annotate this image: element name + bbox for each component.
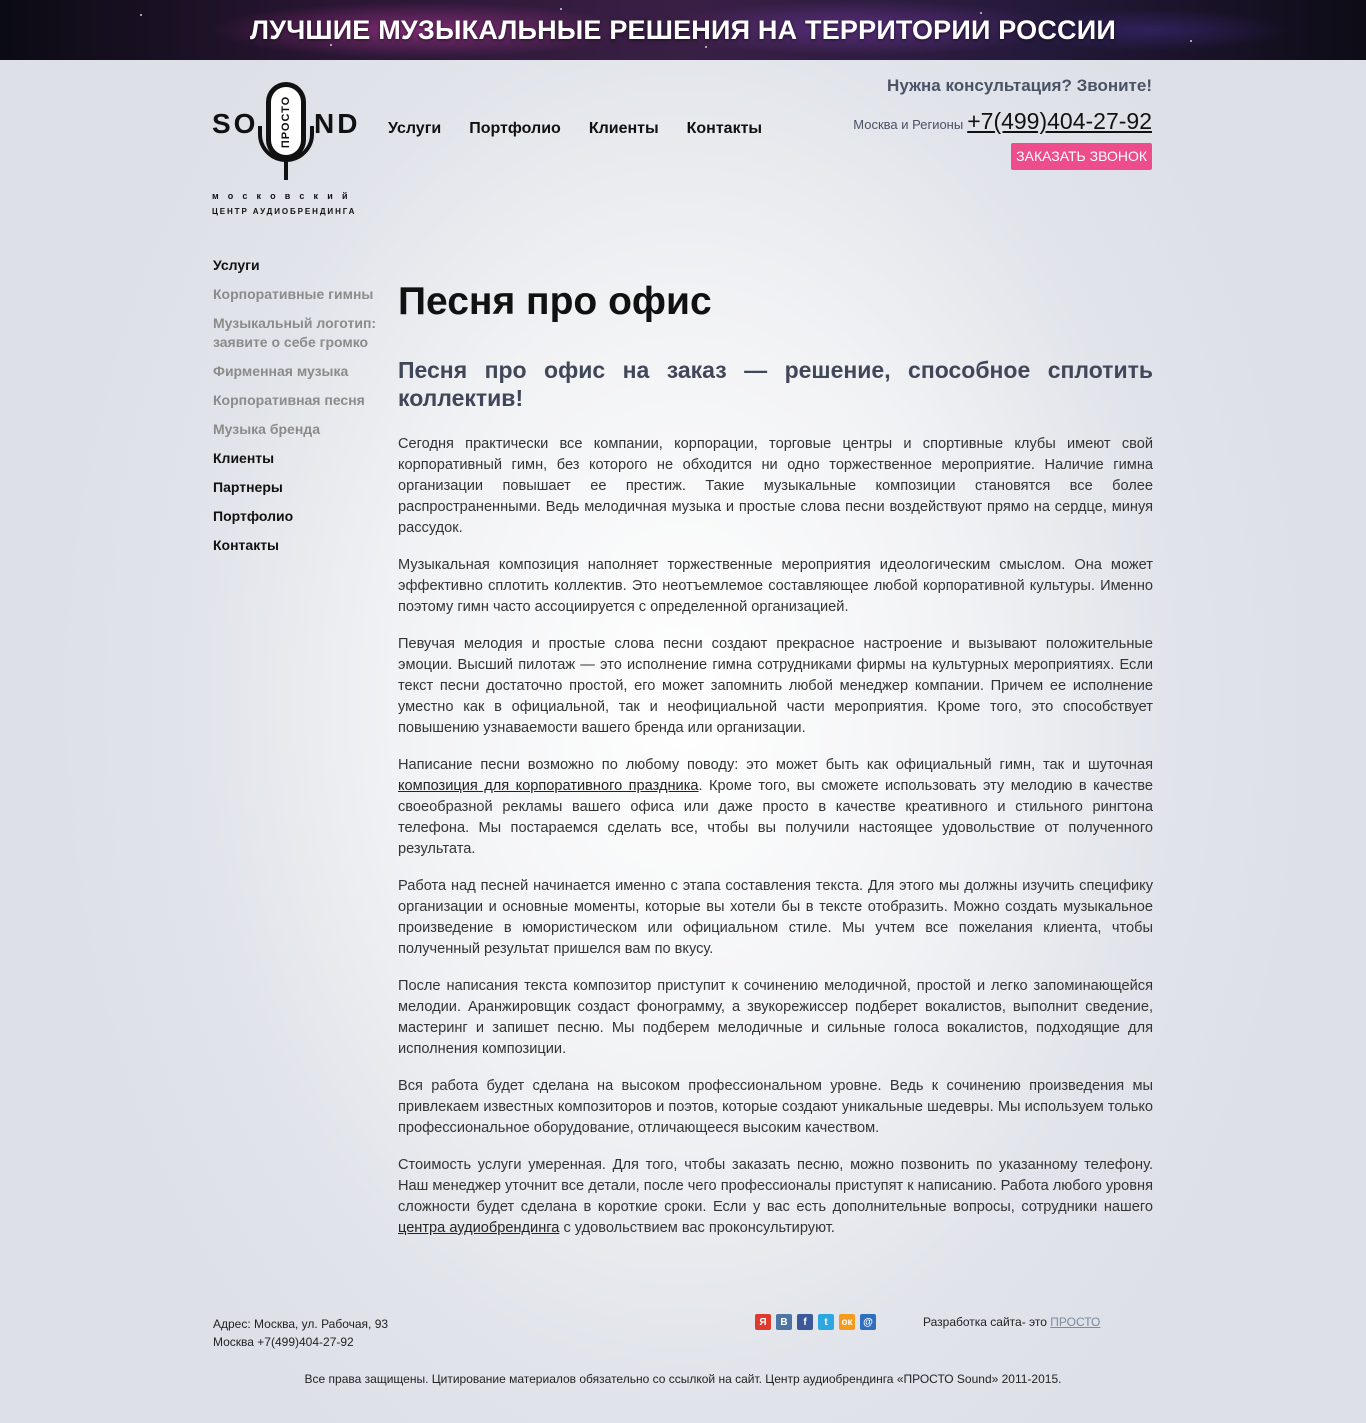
paragraph-6: После написания текста композитор приступит к сочинению мелодичной, простой и легко запоминающейся мелодии. Аранжировщик создаст фонограмму, а звукорежиссер подберет вокалистов, выполнит сведение, мастеринг и запишет песню. Мы подберем мелодичные и сильные голоса вокалистов, подходящие для исполнения композиции. bbox=[398, 978, 1153, 1057]
paragraph-5: Работа над песней начинается именно с этапа составления текста. Для этого мы должны изучить специфику организации и основные моменты, которые вы хотели бы в тексте отобразить. Можно создать музыкальное произведение в юмористическом или официальном стиле. Мы учтем все пожелания клиента, чтобы полученный результат пришелся вам по вкусу. bbox=[398, 878, 1153, 957]
paragraph-3: Певучая мелодия и простые слова песни создают прекрасное настроение и вызывают положительные эмоции. Высший пилотаж — это исполнение гимна сотрудниками фирмы на культурных мероприятиях. Если текст песни достаточно простой, его может запомнить любой менеджер компании. Причем ее исполнение уместно как в официальной, так и неофициальной части мероприятия. Кроме того, это способствует повышению узнаваемости вашего бренда или организации. bbox=[398, 636, 1153, 736]
paragraph-8 bbox=[398, 1155, 1153, 1239]
sidebar-item-corporate-anthems[interactable]: Корпоративные гимны bbox=[213, 286, 374, 302]
consult-heading: Нужна консультация? Звоните! bbox=[887, 76, 1152, 95]
logo-subtitle-1: московский bbox=[212, 191, 357, 201]
banner-title: ЛУЧШИЕ МУЗЫКАЛЬНЫЕ РЕШЕНИЯ НА ТЕРРИТОРИИ РОССИИ bbox=[250, 14, 1116, 45]
page-title: Песня про офис bbox=[398, 280, 712, 323]
developer-credit bbox=[923, 1315, 1100, 1329]
sidebar-menu bbox=[213, 256, 383, 565]
paragraph-4-text-start: Написание песни возможно по любому поводу: это может быть как официальный гимн, так и шуточная bbox=[398, 757, 1153, 773]
sidebar-item-clients[interactable]: Клиенты bbox=[213, 450, 275, 466]
article-subtitle: Песня про офис на заказ — решение, способное сплотить коллектив! bbox=[398, 357, 1153, 411]
logo-subtitle-2: ЦЕНТР АУДИОБРЕНДИНГА bbox=[212, 207, 357, 216]
address-line: Адрес: Москва, ул. Рабочая, 93 bbox=[213, 1317, 389, 1331]
sidebar-item-services[interactable]: Услуги bbox=[213, 257, 260, 273]
logo-word-right: ND bbox=[314, 108, 361, 139]
footer-address bbox=[213, 1315, 388, 1351]
article bbox=[398, 278, 1153, 1239]
audiobranding-center-link[interactable]: центра аудиобрендинга bbox=[398, 1220, 560, 1236]
topnav-services[interactable]: Услуги bbox=[388, 120, 442, 137]
logo-word-left: SO bbox=[212, 108, 259, 139]
sidebar-item-contacts[interactable]: Контакты bbox=[213, 537, 280, 553]
paragraph-8-text-end: с удовольствием вас проконсультируют. bbox=[559, 1220, 835, 1236]
developer-credit-text: Разработка сайта- это bbox=[923, 1315, 1051, 1329]
paragraph-4-text-end: . Кроме того, вы сможете использовать эту мелодию в качестве своеобразной рекламы вашего офиса или даже просто в качестве креативного и стильного рингтона телефона. Мы постараемся сделать все, чтобы вы получили настоящее удовольствие от полученного результата. bbox=[398, 778, 1153, 857]
paragraph-2: Музыкальная композиция наполняет торжественные мероприятия идеологическим смыслом. Она может эффективно сплотить коллектив. Это неотъемлемое составляющее любой корпоративной культуры. Именно поэтому гимн часто ассоциируется с определенной организацией. bbox=[398, 557, 1153, 615]
footer-phone-line: Москва +7(499)404-27-92 bbox=[213, 1335, 354, 1349]
order-call-button[interactable]: ЗАКАЗАТЬ ЗВОНОК bbox=[1011, 143, 1152, 170]
mail-icon[interactable]: @ bbox=[860, 1314, 876, 1330]
top-banner bbox=[0, 0, 1366, 60]
top-navigation bbox=[388, 120, 762, 138]
topnav-contacts[interactable]: Контакты bbox=[686, 120, 763, 137]
odnoklassniki-icon[interactable]: ок bbox=[839, 1314, 855, 1330]
sidebar-item-corporate-song[interactable]: Корпоративная песня bbox=[213, 392, 365, 408]
sidebar-item-brand-sound[interactable]: Музыка бренда bbox=[213, 421, 320, 437]
corporate-party-song-link[interactable]: композиция для корпоративного праздника bbox=[398, 778, 699, 794]
topnav-portfolio[interactable]: Портфолио bbox=[469, 120, 561, 137]
paragraph-7: Вся работа будет сделана на высоком профессиональном уровне. Ведь к сочинению произведения мы привлекаем известных композиторов и поэтов, которые создают уникальные шедевры. Мы используем только профессиональное оборудование, отличающееся высоким качеством. bbox=[398, 1078, 1153, 1136]
logo-mic-text: ПРОСТО bbox=[279, 95, 292, 149]
phone-link[interactable]: +7(499)404-27-92 bbox=[967, 108, 1152, 134]
twitter-icon[interactable]: t bbox=[818, 1314, 834, 1330]
yandex-icon[interactable]: Я bbox=[755, 1314, 771, 1330]
microphone-icon bbox=[258, 80, 314, 182]
developer-link[interactable]: ПРОСТО bbox=[1050, 1315, 1101, 1329]
phone-line bbox=[853, 108, 1152, 135]
sidebar-item-portfolio[interactable]: Портфолио bbox=[213, 508, 294, 524]
sidebar-item-brand-music[interactable]: Фирменная музыка bbox=[213, 363, 349, 379]
facebook-icon[interactable]: f bbox=[797, 1314, 813, 1330]
copyright: Все права защищены. Цитирование материалов обязательно со ссылкой на сайт. Центр аудиобрендинга «ПРОСТО Sound» 2011-2015. bbox=[304, 1372, 1062, 1386]
sidebar-item-partners[interactable]: Партнеры bbox=[213, 479, 283, 495]
paragraph-1: Сегодня практически все компании, корпорации, торговые центры и спортивные клубы имеют свой корпоративный гимн, без которого не обходится ни одно торжественное мероприятие. Наличие гимна организации повышает ее престиж. Такие музыкальные композиции становятся все более распространенными. Ведь мелодичная музыка и простые слова песни воздействуют прямо на сердце, минуя рассудок. bbox=[398, 436, 1153, 536]
paragraph-4 bbox=[398, 755, 1153, 860]
sidebar-item-music-logo[interactable]: Музыкальный логотип: заявите о себе громко bbox=[213, 315, 377, 350]
topnav-clients[interactable]: Клиенты bbox=[588, 120, 659, 137]
paragraph-8-text-start: Стоимость услуги умеренная. Для того, чтобы заказать песню, можно позвонить по указанному телефону. Наш менеджер уточнит все детали, после чего профессионалы приступят к написанию. Работа любого уровня сложности будет сделана в короткие сроки. Если у вас есть дополнительные вопросы, сотрудники нашего bbox=[398, 1157, 1153, 1215]
social-share-bar bbox=[755, 1314, 876, 1330]
site-logo[interactable] bbox=[212, 80, 372, 220]
region-label: Москва и Регионы bbox=[853, 117, 964, 132]
vk-icon[interactable]: В bbox=[776, 1314, 792, 1330]
